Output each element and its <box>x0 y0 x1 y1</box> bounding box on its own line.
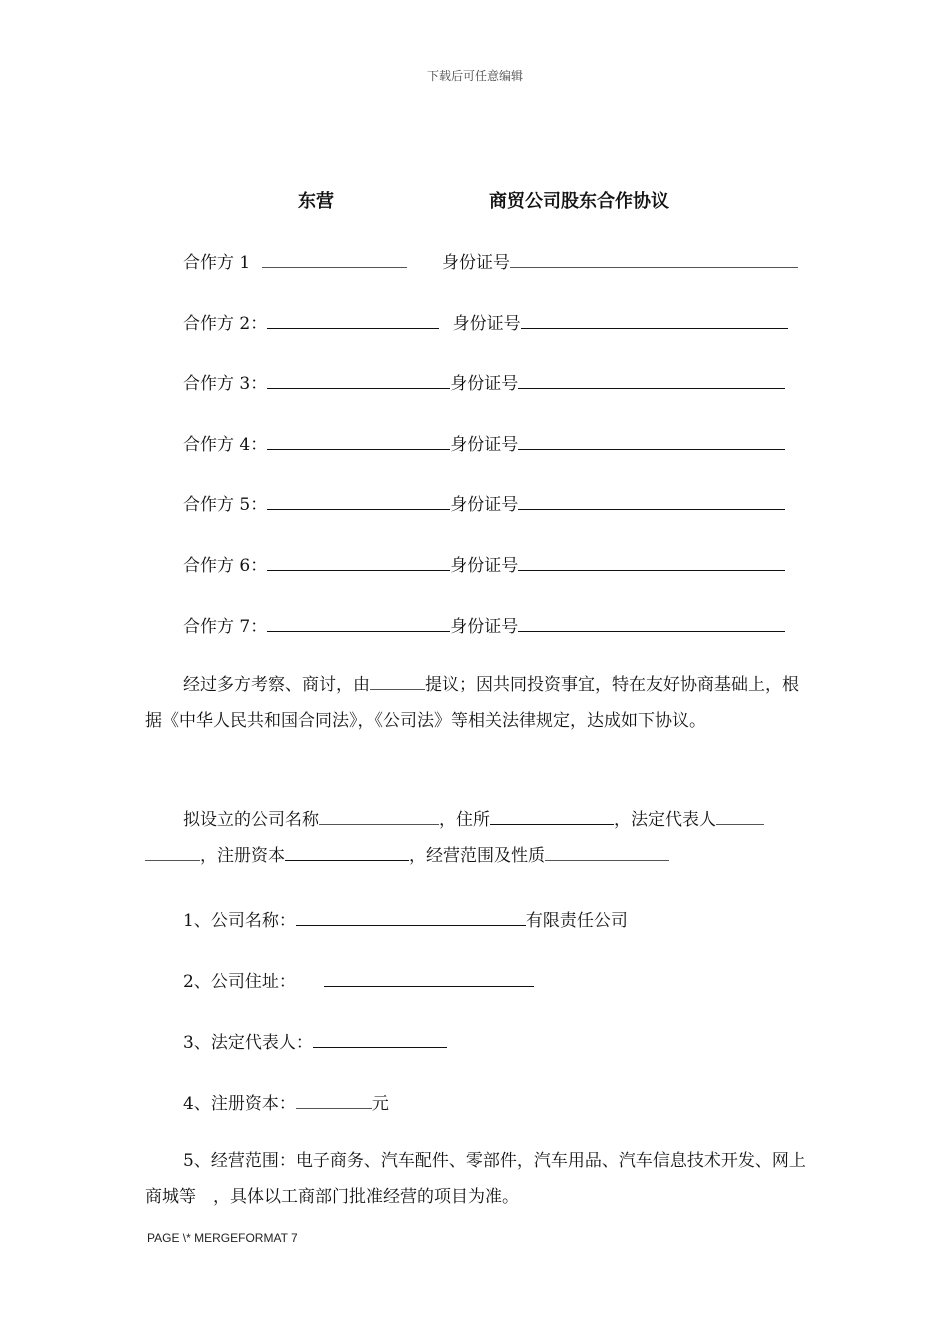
id-label: 身份证号 <box>442 253 511 273</box>
rep-blank-2 <box>145 844 200 861</box>
party-label: 合作方 5： <box>183 495 268 515</box>
legal-rep-field <box>313 1031 447 1048</box>
id-number-blank <box>518 615 785 632</box>
intro-paragraph <box>145 667 810 739</box>
id-label: 身份证号 <box>450 556 519 576</box>
item-company-name <box>183 906 628 931</box>
header-note: 下载后可任意编辑 <box>426 69 523 83</box>
party-label: 合作方 3： <box>183 374 268 394</box>
party-row-2 <box>183 309 788 334</box>
party-name-blank <box>267 312 439 329</box>
address-blank <box>490 808 614 825</box>
address-label: ，住所 <box>439 810 490 830</box>
company-name-field <box>296 909 526 926</box>
id-number-blank <box>518 433 785 450</box>
item-capital <box>183 1089 389 1114</box>
party-label: 合作方 6： <box>183 556 268 576</box>
capital-field <box>296 1092 372 1109</box>
item-label: 5、经营范围： <box>183 1151 296 1171</box>
id-label: 身份证号 <box>450 617 519 637</box>
id-label: 身份证号 <box>450 435 519 455</box>
party-row-1 <box>183 248 798 273</box>
page-footer: PAGE \* MERGEFORMAT 7 <box>147 1231 298 1245</box>
id-label: 身份证号 <box>450 374 519 394</box>
party-row-4 <box>183 430 785 455</box>
capital-blank <box>285 844 409 861</box>
id-label: 身份证号 <box>452 314 521 334</box>
party-name-blank <box>267 554 450 571</box>
item-label: 3、法定代表人： <box>183 1033 313 1053</box>
item-label: 1、公司名称： <box>183 911 296 931</box>
id-label: 身份证号 <box>450 495 519 515</box>
proposer-blank <box>370 673 425 690</box>
item-suffix: 有限责任公司 <box>525 911 628 931</box>
id-number-blank <box>518 493 785 510</box>
party-row-3 <box>183 369 785 394</box>
party-name-blank <box>262 251 407 268</box>
id-number-blank <box>510 251 798 268</box>
id-number-blank <box>518 554 785 571</box>
item-scope <box>145 1143 810 1215</box>
item-label: 4、注册资本： <box>183 1094 296 1114</box>
intro-text-2: 提议；因共同投资事宜，特在友好协商基础上，根据《中华人民共和国合同法》，《公司法》等相关法律规定，达成如下协议。 <box>145 675 799 731</box>
scope-label: ，经营范围及性质 <box>409 846 545 866</box>
party-name-blank <box>267 493 450 510</box>
party-label: 合作方 4： <box>183 435 268 455</box>
item-suffix: 元 <box>371 1094 389 1114</box>
party-label: 合作方 1 <box>183 253 251 273</box>
item-legal-rep <box>183 1028 447 1053</box>
scope-blank <box>545 844 669 861</box>
title-city: 东营 <box>298 191 334 212</box>
party-name-blank <box>267 372 450 389</box>
item-label: 2、公司住址： <box>183 972 296 992</box>
capital-label: ，注册资本 <box>200 846 285 866</box>
id-number-blank <box>518 372 785 389</box>
intro-text-1: 经过多方考察、商讨，由 <box>183 675 370 695</box>
company-name-label: 拟设立的公司名称 <box>183 810 319 830</box>
company-name-blank <box>319 808 439 825</box>
company-info-paragraph <box>145 802 810 874</box>
title-main: 商贸公司股东合作协议 <box>489 191 669 212</box>
company-address-field <box>324 970 534 987</box>
rep-blank-1 <box>716 808 764 825</box>
item-company-address <box>183 967 534 992</box>
party-label: 合作方 2： <box>183 314 268 334</box>
party-row-5 <box>183 490 785 515</box>
party-label: 合作方 7： <box>183 617 268 637</box>
scope-text: 电子商务、汽车配件、零部件，汽车用品、汽车信息技术开发、网上商城等 ，具体以工商部门批准经营的项目为准。 <box>145 1151 806 1207</box>
rep-label: ，法定代表人 <box>614 810 716 830</box>
party-name-blank <box>267 615 450 632</box>
id-number-blank <box>521 312 788 329</box>
party-name-blank <box>267 433 450 450</box>
party-row-6 <box>183 551 785 576</box>
party-row-7 <box>183 612 785 637</box>
